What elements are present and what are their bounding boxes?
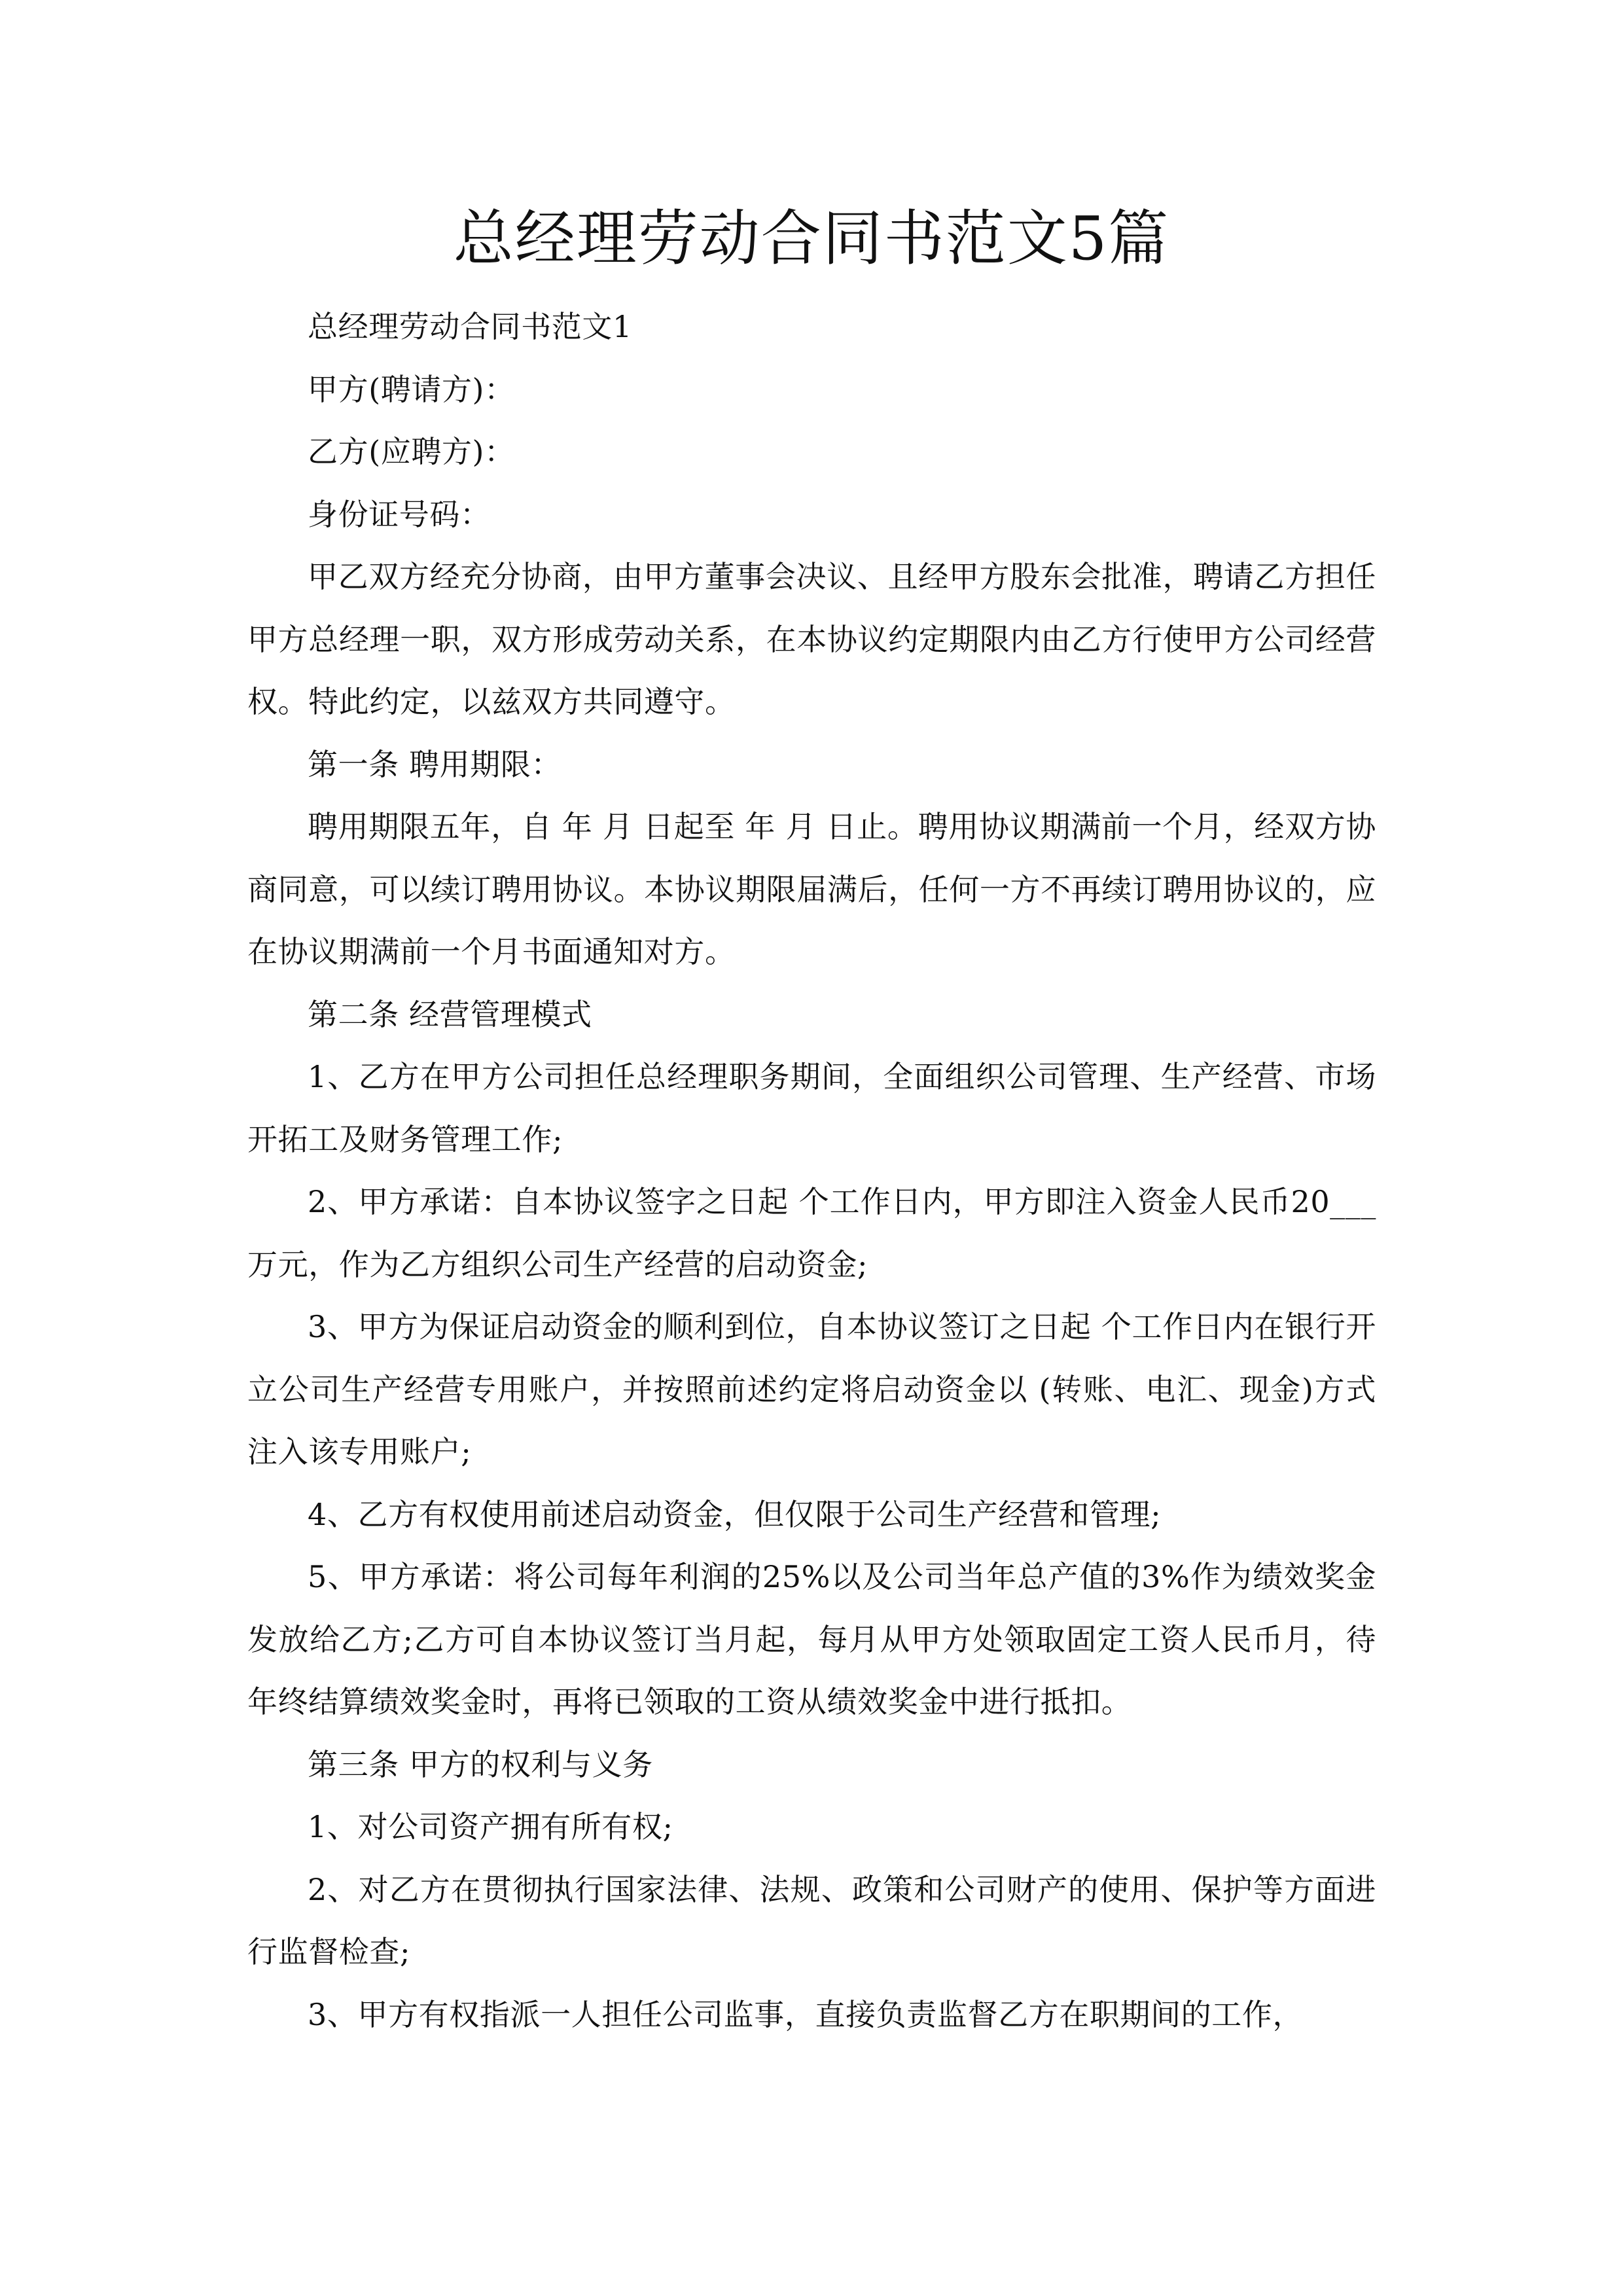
party-a-label: 甲方(聘请方)： <box>308 371 515 407</box>
article-3-heading: 第三条 甲方的权利与义务 <box>308 1746 653 1782</box>
preamble-paragraph: 甲乙双方经充分协商，由甲方董事会决议、且经甲方股东会批准，聘请乙方担任甲方总经理一职，双方形成劳动关系，在本协议约定期限内由乙方行使甲方公司经营权。特此约定，以兹双方共同遵守。 <box>247 559 1376 719</box>
section-heading-sample-1: 总经理劳动合同书范文1 <box>308 309 632 344</box>
article-2-clause-1: 1、乙方在甲方公司担任总经理职务期间，全面组织公司管理、生产经营、市场开拓工及财务管理工作; <box>247 1059 1376 1157</box>
article-2-clause-4: 4、乙方有权使用前述启动资金，但仅限于公司生产经营和管理; <box>308 1496 1162 1532</box>
article-3-clause-2: 2、对乙方在贯彻执行国家法律、法规、政策和公司财产的使用、保护等方面进行监督检查; <box>247 1871 1376 1969</box>
article-2-heading: 第二条 经营管理模式 <box>308 996 592 1032</box>
party-b-label: 乙方(应聘方)： <box>308 434 515 469</box>
article-1-paragraph: 聘用期限五年，自 年 月 日起至 年 月 日止。聘用协议期满前一个月，经双方协商同意，可以续订聘用协议。本协议期限届满后，任何一方不再续订聘用协议的，应在协议期满前一个月书面通知对方。 <box>247 809 1376 969</box>
article-2-clause-3: 3、甲方为保证启动资金的顺利到位，自本协议签订之日起 个工作日内在银行开立公司生产经营专用账户，并按照前述约定将启动资金以 (转账、电汇、现金)方式注入该专用账户; <box>247 1309 1376 1469</box>
document-body <box>247 296 1376 2046</box>
article-2-clause-2: 2、甲方承诺：自本协议签字之日起 个工作日内，甲方即注入资金人民币20___万元，作为乙方组织公司生产经营的启动资金; <box>247 1184 1376 1282</box>
article-3-clause-3: 3、甲方有权指派一人担任公司监事，直接负责监督乙方在职期间的工作， <box>308 1996 1304 2032</box>
document-title: 总经理劳动合同书范文5篇 <box>453 204 1170 274</box>
article-1-heading: 第一条 聘用期限： <box>308 746 562 782</box>
article-3-clause-1: 1、对公司资产拥有所有权; <box>308 1809 673 1844</box>
article-2-clause-5: 5、甲方承诺：将公司每年利润的25%以及公司当年总产值的3%作为绩效奖金发放给乙方;乙方可自本协议签订当月起，每月从甲方处领取固定工资人民币月，待年终结算绩效奖金时，再将已领取的工资从绩效奖金中进行抵扣。 <box>247 1559 1376 1719</box>
id-number-label: 身份证号码： <box>308 496 491 532</box>
